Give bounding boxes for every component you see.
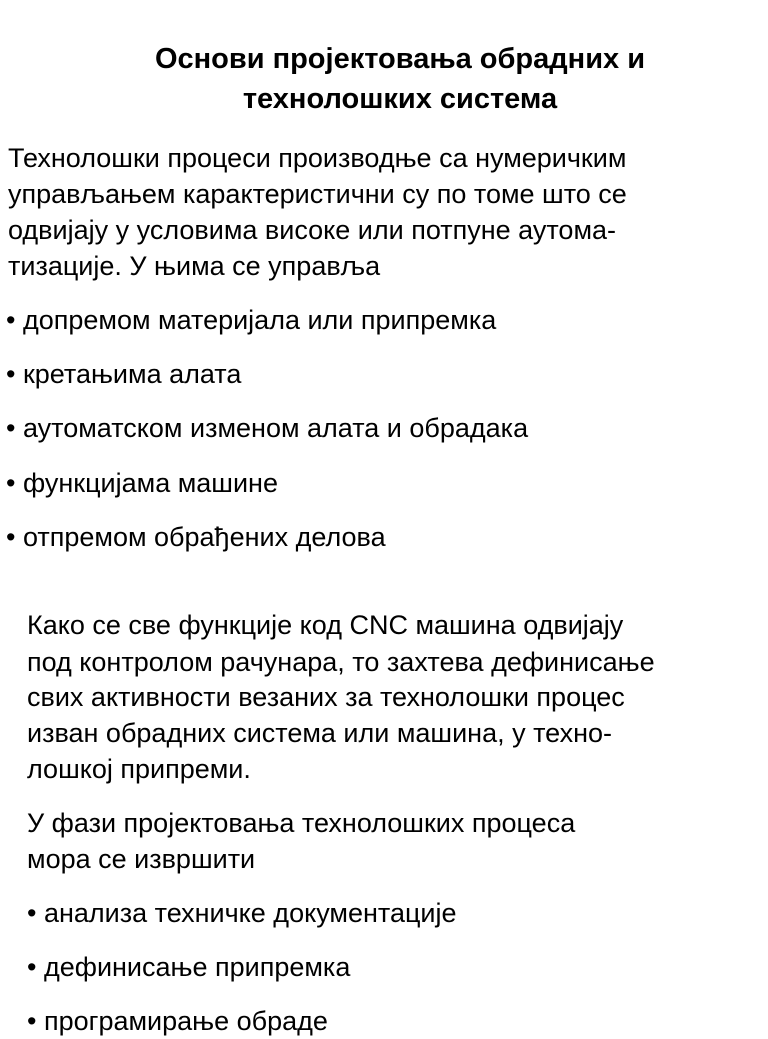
- intro-line: тизације. У њима се управља: [8, 251, 381, 281]
- paragraph-line: под контролом рачунара, то захтева дефинисање: [27, 647, 655, 677]
- bullet-item: • програмирање обраде: [27, 1006, 328, 1036]
- bullet-item: • анализа техничке документације: [27, 898, 457, 928]
- paragraph-line: лошкој припреми.: [27, 754, 251, 784]
- bullet-item: • функцијама машине: [6, 468, 278, 498]
- bullet-item: • отпремом обрађених делова: [6, 522, 386, 552]
- intro-line: одвијају у условима високе или потпуне аутома-: [8, 215, 617, 245]
- bullet-item: • допремом материјала или припремка: [6, 305, 497, 335]
- paragraph-line: Како се све функције код CNC машина одвијају: [27, 610, 624, 640]
- paragraph-line: свих активности везаних за технолошки процес: [27, 682, 625, 712]
- bullet-item: • дефинисање припремка: [27, 952, 351, 982]
- page-title-line-2: технолошких система: [242, 83, 558, 115]
- bullet-item: • аутоматском изменом алата и обрадака: [6, 413, 529, 443]
- page-title-line-1: Основи пројектовања обрадних и: [154, 43, 646, 75]
- intro-line: управљањем карактеристични су по томе што се: [8, 179, 627, 209]
- paragraph-line: мора се извршити: [27, 844, 256, 874]
- bullet-item: • кретањима алата: [6, 359, 242, 389]
- paragraph-line: изван обрадних система или машина, у техно-: [27, 718, 613, 748]
- intro-line: Технолошки процеси производње са нумеричким: [8, 143, 627, 173]
- paragraph-line: У фази пројектовања технолошких процеса: [27, 808, 576, 838]
